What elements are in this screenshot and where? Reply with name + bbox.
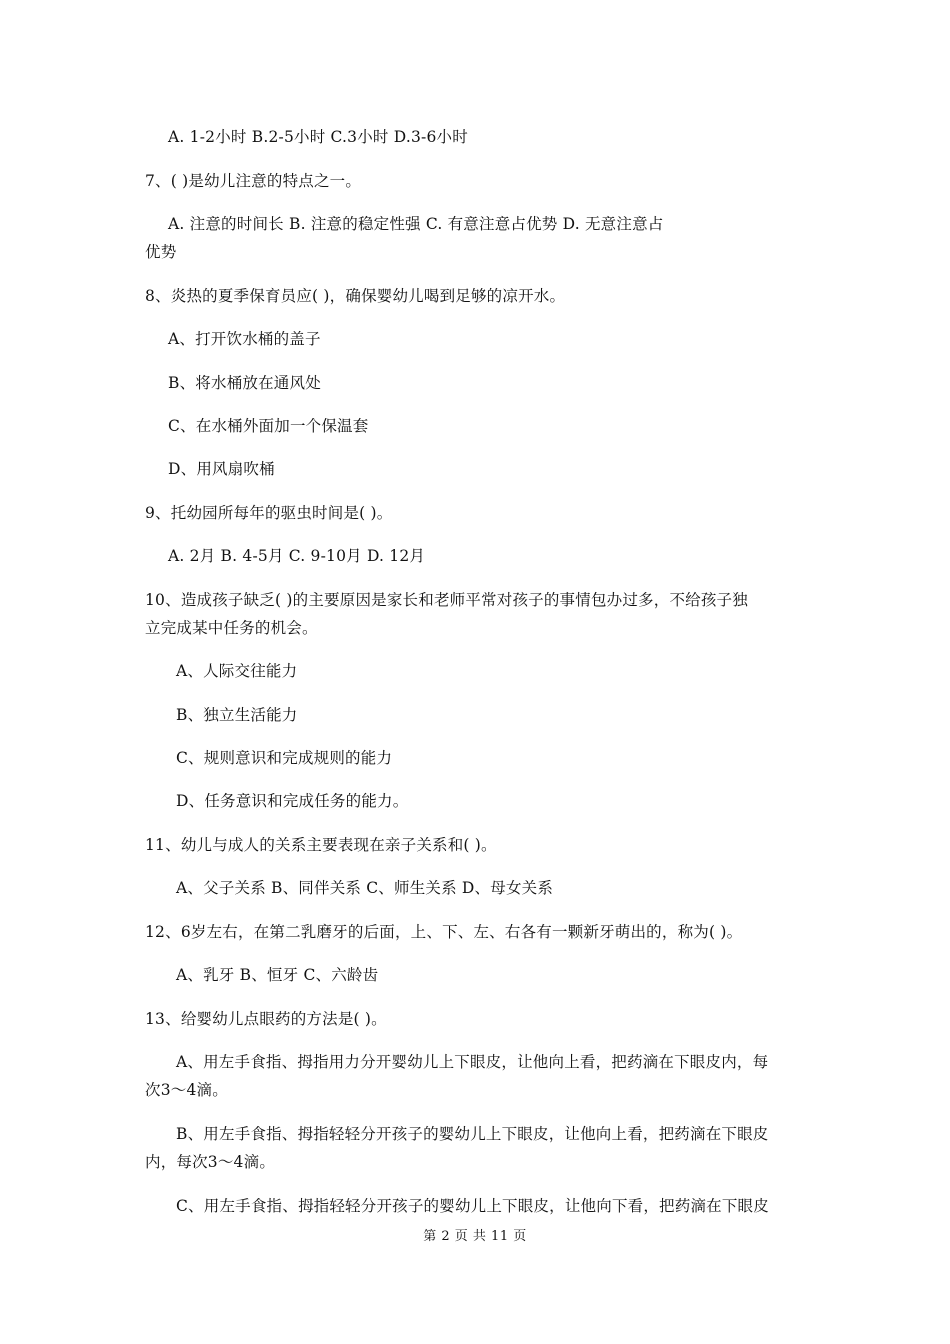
- q13-stem: 13、给婴幼儿点眼药的方法是( )。: [145, 1010, 387, 1028]
- q7-options-continued: 优势: [145, 243, 177, 261]
- q13-option-a: A、用左手食指、拇指用力分开婴幼儿上下眼皮，让他向上看，把药滴在下眼皮内，每: [176, 1053, 769, 1071]
- q10-option-b: B、独立生活能力: [176, 706, 298, 724]
- q10-option-c: C、规则意识和完成规则的能力: [176, 749, 393, 767]
- q11-options: A、父子关系 B、同伴关系 C、师生关系 D、母女关系: [176, 879, 554, 897]
- q8-option-b: B、将水桶放在通风处: [168, 374, 321, 392]
- q13-option-c: C、用左手食指、拇指轻轻分开孩子的婴幼儿上下眼皮，让他向下看，把药滴在下眼皮: [176, 1197, 769, 1215]
- q8-option-c: C、在水桶外面加一个保温套: [168, 417, 369, 435]
- q13-option-b-continued: 内，每次3～4滴。: [145, 1153, 276, 1171]
- q6-options: A. 1-2小时 B.2-5小时 C.3小时 D.3-6小时: [168, 128, 468, 146]
- page-footer: 第 2 页 共 11 页: [423, 1229, 527, 1244]
- q7-options: A. 注意的时间长 B. 注意的稳定性强 C. 有意注意占优势 D. 无意注意占: [168, 215, 664, 233]
- q7-stem: 7、( )是幼儿注意的特点之一。: [145, 172, 362, 190]
- q8-stem: 8、炎热的夏季保育员应( )，确保婴幼儿喝到足够的凉开水。: [145, 287, 566, 305]
- q13-option-b: B、用左手食指、拇指轻轻分开孩子的婴幼儿上下眼皮，让他向上看，把药滴在下眼皮: [176, 1125, 769, 1143]
- q10-stem: 10、造成孩子缺乏( )的主要原因是家长和老师平常对孩子的事情包办过多，不给孩子独: [145, 591, 748, 609]
- q13-option-a-continued: 次3～4滴。: [145, 1081, 228, 1099]
- q11-stem: 11、幼儿与成人的关系主要表现在亲子关系和( )。: [145, 836, 497, 854]
- q8-option-a: A、打开饮水桶的盖子: [168, 330, 321, 348]
- q10-option-a: A、人际交往能力: [176, 662, 298, 680]
- q10-stem-continued: 立完成某中任务的机会。: [145, 619, 318, 637]
- q8-option-d: D、用风扇吹桶: [168, 460, 275, 478]
- q10-option-d: D、任务意识和完成任务的能力。: [176, 792, 409, 810]
- q9-options: A. 2月 B. 4-5月 C. 9-10月 D. 12月: [168, 547, 426, 565]
- q9-stem: 9、托幼园所每年的驱虫时间是( )。: [145, 504, 393, 522]
- q12-stem: 12、6岁左右，在第二乳磨牙的后面，上、下、左、右各有一颗新牙萌出的，称为( )。: [145, 923, 743, 941]
- q12-options: A、乳牙 B、恒牙 C、六龄齿: [176, 966, 379, 984]
